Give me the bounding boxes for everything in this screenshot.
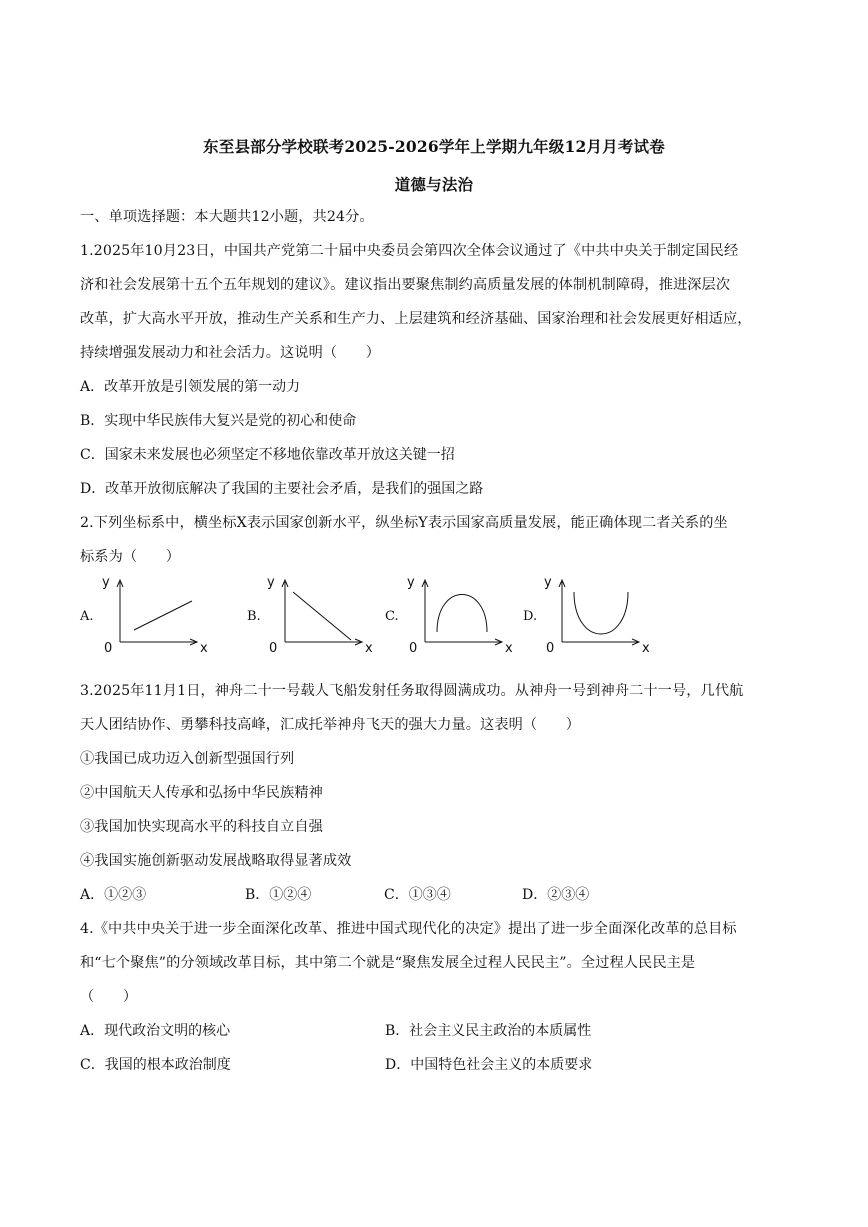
q2-graph-b[interactable] xyxy=(265,574,375,656)
q3-option-a[interactable]: A．①②③ xyxy=(80,887,147,903)
q4-option-c[interactable]: C．我国的根本政治制度 xyxy=(80,1057,231,1073)
q3-statement: ②中国航天人传承和弘扬中华民族精神 xyxy=(80,785,323,801)
q1-option-d[interactable]: D．改革开放彻底解决了我国的主要社会矛盾，是我们的强国之路 xyxy=(80,481,484,497)
y-axis-label: y xyxy=(407,575,415,590)
q1-line: 改革，扩大高水平开放，推动生产关系和生产力、上层建筑和经济基础、国家治理和社会发展更好相适应， xyxy=(80,311,752,327)
q1-line: 济和社会发展第十五个五年规划的建议》。建议指出要聚焦制约高质量发展的体制机制障碍，推进深层次 xyxy=(80,277,731,293)
y-axis-label: y xyxy=(267,575,275,590)
q3-statement: ①我国已成功迈入创新型强国行列 xyxy=(80,751,295,767)
origin-label: 0 xyxy=(104,641,113,656)
q1-line: 持续增强发展动力和社会活力。这说明（ ） xyxy=(80,345,381,361)
q2-graph-a[interactable] xyxy=(100,574,210,656)
origin-label: 0 xyxy=(546,641,555,656)
q2-option-c-label[interactable]: C. xyxy=(385,609,399,624)
q2-option-a-label[interactable]: A. xyxy=(80,609,94,624)
graph-curve xyxy=(293,592,351,640)
graph-curve xyxy=(574,592,628,634)
q1-line: 1.2025年10月23日，中国共产党第二十届中央委员会第四次全体会议通过了《中共中央关于制定国民经 xyxy=(80,243,739,259)
subject-title: 道德与法治 xyxy=(394,175,474,194)
q4-line: 4.《中共中央关于进一步全面深化改革、推进中国式现代化的决定》提出了进一步全面深化改革的总目标 xyxy=(80,921,737,937)
origin-label: 0 xyxy=(409,641,418,656)
x-axis-label: x xyxy=(365,641,373,656)
q3-statement: ④我国实施创新驱动发展战略取得显著成效 xyxy=(80,853,352,869)
y-axis-label: y xyxy=(544,575,552,590)
q3-option-b[interactable]: B．①②④ xyxy=(245,887,312,903)
q2-option-d-label[interactable]: D. xyxy=(523,609,538,624)
q2-line: 标系为（ ） xyxy=(80,549,181,565)
graph-curve xyxy=(437,595,487,633)
q4-line: （ ） xyxy=(80,989,138,1005)
q2-graph-c[interactable] xyxy=(405,574,515,656)
y-axis-label: y xyxy=(102,575,110,590)
q4-option-a[interactable]: A．现代政治文明的核心 xyxy=(80,1023,231,1039)
graph-curve xyxy=(134,601,192,630)
q4-option-d[interactable]: D．中国特色社会主义的本质要求 xyxy=(385,1057,593,1073)
x-axis-label: x xyxy=(505,641,513,656)
q1-option-a[interactable]: A．改革开放是引领发展的第一动力 xyxy=(80,379,301,395)
q4-line: 和“七个聚焦”的分领域改革目标，其中第二个就是“聚焦发展全过程人民民主”。全过程人民民主是 xyxy=(80,955,696,971)
q2-graph-d[interactable] xyxy=(542,574,652,656)
exam-title: 东至县部分学校联考2025-2026学年上学期九年级12月月考试卷 xyxy=(203,137,665,156)
q3-line: 天人团结协作、勇攀科技高峰，汇成托举神舟飞天的强大力量。这表明（ ） xyxy=(80,717,581,733)
origin-label: 0 xyxy=(269,641,278,656)
q3-option-d[interactable]: D．②③④ xyxy=(522,887,590,903)
q3-statement: ③我国加快实现高水平的科技自立自强 xyxy=(80,819,323,835)
q1-option-c[interactable]: C．国家未来发展也必须坚定不移地依靠改革开放这关键一招 xyxy=(80,447,455,463)
q3-option-c[interactable]: C．①③④ xyxy=(384,887,451,903)
q3-line: 3.2025年11月1日，神舟二十一号载人飞船发射任务取得圆满成功。从神舟一号到神舟二十一号，几代航 xyxy=(80,683,744,699)
q4-option-b[interactable]: B．社会主义民主政治的本质属性 xyxy=(385,1023,592,1039)
x-axis-label: x xyxy=(642,641,650,656)
q2-line: 2.下列坐标系中，横坐标X表示国家创新水平，纵坐标Y表示国家高质量发展，能正确体现二者关系的坐 xyxy=(80,515,728,531)
section-heading: 一、单项选择题：本大题共12小题，共24分。 xyxy=(80,209,374,225)
q2-option-b-label[interactable]: B. xyxy=(247,609,261,624)
q1-option-b[interactable]: B．实现中华民族伟大复兴是党的初心和使命 xyxy=(80,413,357,429)
x-axis-label: x xyxy=(200,641,208,656)
